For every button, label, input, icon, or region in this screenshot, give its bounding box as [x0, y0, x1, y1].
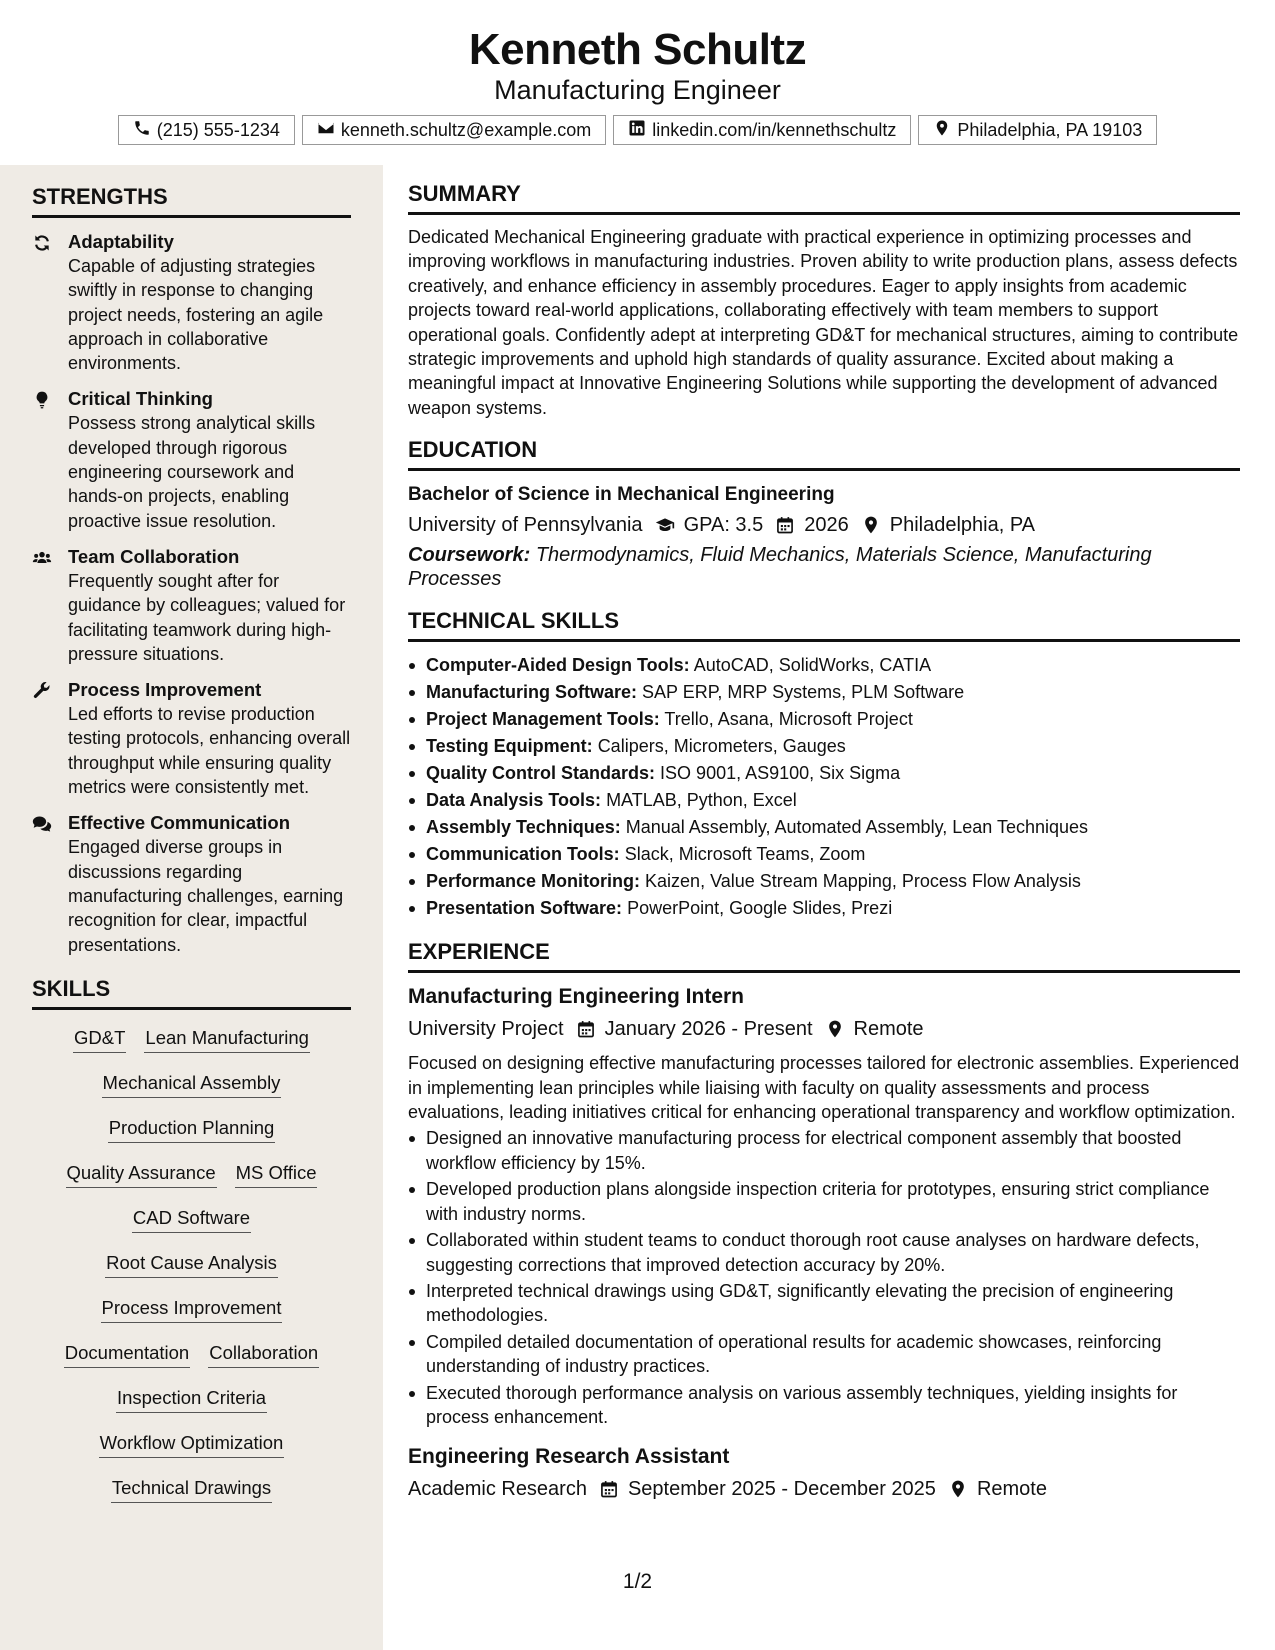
- job-dates: January 2026 - Present: [604, 1018, 813, 1041]
- map-pin-icon: [948, 1479, 968, 1499]
- sidebar: [0, 165, 383, 1650]
- strength-item: [32, 387, 351, 532]
- graduation-cap-icon: [655, 515, 675, 535]
- map-pin-icon: [933, 119, 951, 142]
- strength-item: [32, 678, 351, 799]
- job-entry: [408, 983, 1240, 1429]
- job-meta: [408, 1015, 1240, 1043]
- skill-tag: Inspection Criteria: [116, 1382, 267, 1413]
- contact-email-text: kenneth.schultz@example.com: [340, 119, 592, 140]
- strength-desc: Led efforts to revise production testing protocols, enhancing overall throughput while ensuring quality metrics were consistently met.: [68, 704, 351, 798]
- skill-row: [32, 1112, 351, 1157]
- skill-tag: Quality Assurance: [66, 1157, 217, 1188]
- contact-phone[interactable]: [118, 115, 295, 145]
- skills-heading: SKILLS: [32, 975, 351, 1010]
- graduation-year: 2026: [804, 514, 849, 537]
- skill-tag: MS Office: [235, 1157, 318, 1188]
- phone-icon: [133, 119, 151, 142]
- calendar-icon: [576, 1019, 596, 1039]
- skill-tag: Workflow Optimization: [99, 1427, 285, 1458]
- contact-phone-text: (215) 555-1234: [156, 119, 280, 140]
- job-org: University Project: [408, 1018, 564, 1041]
- skill-row: [32, 1427, 351, 1472]
- strength-item: [32, 230, 351, 375]
- skill-row: [32, 1067, 351, 1112]
- comments-icon: [32, 811, 54, 956]
- strength-desc: Frequently sought after for guidance by colleagues; valued for facilitating teamwork during high-pressure situations.: [68, 570, 346, 664]
- skill-row: [32, 1292, 351, 1337]
- list-item: Performance Monitoring: Kaizen, Value Stream Mapping, Process Flow Analysis: [408, 868, 1240, 895]
- job-meta: [408, 1475, 1240, 1503]
- job-location: Remote: [853, 1018, 924, 1041]
- technical-skills-section: [408, 607, 1240, 922]
- list-item: Quality Control Standards: ISO 9001, AS9100, Six Sigma: [408, 760, 1240, 787]
- envelope-icon: [317, 119, 335, 142]
- job-entry: [408, 1443, 1240, 1503]
- skills-list: [32, 1022, 351, 1517]
- list-item: Computer-Aided Design Tools: AutoCAD, SolidWorks, CATIA: [408, 652, 1240, 679]
- contact-email[interactable]: [302, 115, 606, 145]
- list-item: Presentation Software: PowerPoint, Google Slides, Prezi: [408, 895, 1240, 922]
- experience-section: [408, 938, 1240, 1503]
- skill-tag: Process Improvement: [101, 1292, 283, 1323]
- linkedin-icon: [628, 119, 646, 142]
- list-item: Testing Equipment: Calipers, Micrometers, Gauges: [408, 733, 1240, 760]
- coursework-label: Coursework:: [408, 544, 531, 567]
- strength-title: Adaptability: [68, 231, 174, 252]
- technical-skills-list: [408, 652, 1240, 922]
- strength-title: Critical Thinking: [68, 388, 213, 410]
- job-dates: September 2025 - December 2025: [627, 1478, 936, 1501]
- skill-tag: Root Cause Analysis: [105, 1247, 278, 1278]
- technical-skills-heading: TECHNICAL SKILLS: [408, 607, 1240, 642]
- skill-tag: Lean Manufacturing: [144, 1022, 310, 1053]
- list-item: Project Management Tools: Trello, Asana, Microsoft Project: [408, 706, 1240, 733]
- experience-heading: EXPERIENCE: [408, 938, 1240, 973]
- job-description: Focused on designing effective manufacturing processes tailored for electronic assemblies. Experienced in implementing lean principles while liaising with faculty on quality assessments and process evaluations, leading initiatives critical for enhancing operational transparency and workflow optimization.: [408, 1053, 1240, 1123]
- summary-heading: SUMMARY: [408, 180, 1240, 215]
- skill-row: [32, 1157, 351, 1202]
- contact-linkedin-text: linkedin.com/in/kennethschultz: [652, 119, 897, 140]
- list-item: Interpreted technical drawings using GD&T, significantly elevating the precision of engineering methodologies.: [408, 1279, 1240, 1328]
- list-item: Collaborated within student teams to conduct thorough root cause analyses on hardware defects, suggesting corrections that improved detection accuracy by 20%.: [408, 1228, 1240, 1277]
- skill-tag: CAD Software: [132, 1202, 251, 1233]
- summary-text: Dedicated Mechanical Engineering graduate with practical experience in optimizing processes and improving workflows in manufacturing industries. Proven ability to write production plans, assess defects creatively, and enhance efficiency in assembly procedures. Eager to apply insights from academic projects toward real-world applications, collaborating effectively with team members to support operational goals. Confidently adept at interpreting GD&T for mechanical structures, aiming to contribute strategic improvements and uphold high standards of quality assurance. Excited about making a meaningful impact at Innovative Engineering Solutions while supporting the development of advanced weapon systems.: [408, 227, 1239, 418]
- strength-title: Team Collaboration: [68, 545, 240, 567]
- skill-tag: GD&T: [73, 1022, 126, 1053]
- skill-tag: Documentation: [64, 1337, 190, 1368]
- coursework-list: Thermodynamics, Fluid Mechanics, Materials Science, Manufacturing Processes: [408, 544, 1152, 591]
- skill-tag: Production Planning: [108, 1112, 276, 1143]
- job-title: Engineering Research Assistant: [408, 1445, 730, 1469]
- list-item: Compiled detailed documentation of operational results for academic showcases, reinforcing understanding of industry practices.: [408, 1330, 1240, 1379]
- contact-bar: [0, 115, 1275, 145]
- contact-linkedin[interactable]: [613, 115, 911, 145]
- job-org: Academic Research: [408, 1478, 587, 1501]
- list-item: Developed production plans alongside inspection criteria for prototypes, ensuring strict compliance with industry norms.: [408, 1177, 1240, 1226]
- gpa: GPA: 3.5: [683, 514, 764, 537]
- map-pin-icon: [861, 515, 881, 535]
- page-number: 1/2: [622, 1570, 653, 1593]
- skill-row: [32, 1247, 351, 1292]
- calendar-icon: [775, 515, 795, 535]
- list-item: Manufacturing Software: SAP ERP, MRP Systems, PLM Software: [408, 679, 1240, 706]
- users-icon: [32, 545, 54, 666]
- skill-row: [32, 1202, 351, 1247]
- list-item: Assembly Techniques: Manual Assembly, Automated Assembly, Lean Techniques: [408, 814, 1240, 841]
- education-section: [408, 436, 1240, 591]
- strength-title: Process Improvement: [68, 679, 262, 701]
- contact-location[interactable]: [918, 115, 1157, 145]
- strength-item: [32, 811, 351, 956]
- job-title-headline: Manufacturing Engineer: [494, 75, 781, 105]
- skill-tag: Collaboration: [208, 1337, 319, 1368]
- school-name: University of Pennsylvania: [408, 514, 643, 537]
- strengths-list: [32, 230, 351, 957]
- job-title: Manufacturing Engineering Intern: [408, 985, 745, 1009]
- calendar-icon: [599, 1479, 619, 1499]
- contact-location-text: Philadelphia, PA 19103: [957, 119, 1143, 140]
- skill-tag: Mechanical Assembly: [102, 1067, 282, 1098]
- list-item: Communication Tools: Slack, Microsoft Teams, Zoom: [408, 841, 1240, 868]
- skill-row: [32, 1472, 351, 1517]
- skill-row: [32, 1337, 351, 1382]
- strength-desc: Capable of adjusting strategies swiftly in response to changing project needs, fostering an agile approach in collaborative environments.: [68, 256, 324, 374]
- map-pin-icon: [825, 1019, 845, 1039]
- education-heading: EDUCATION: [408, 436, 1240, 471]
- list-item: Designed an innovative manufacturing process for electrical component assembly that boosted workflow efficiency by 15%.: [408, 1126, 1240, 1175]
- lightbulb-icon: [32, 387, 54, 532]
- candidate-name: Kenneth Schultz: [468, 25, 807, 74]
- list-item: Data Analysis Tools: MATLAB, Python, Excel: [408, 787, 1240, 814]
- job-bullets: [408, 1126, 1240, 1429]
- strength-desc: Possess strong analytical skills developed through rigorous engineering coursework and hands-on projects, enabling proactive issue resolution.: [68, 413, 316, 531]
- resume-header: [0, 0, 1275, 145]
- skill-row: [32, 1382, 351, 1427]
- job-location: Remote: [976, 1478, 1047, 1501]
- degree-title: Bachelor of Science in Mechanical Engineering: [408, 484, 835, 506]
- skill-row: [32, 1022, 351, 1067]
- wrench-icon: [32, 678, 54, 799]
- education-meta: [408, 511, 1240, 539]
- main-content: [408, 180, 1240, 1503]
- strength-item: [32, 545, 351, 666]
- coursework: [408, 543, 1240, 591]
- sync-icon: [32, 230, 54, 375]
- skill-tag: Technical Drawings: [111, 1472, 272, 1503]
- school-location: Philadelphia, PA: [889, 514, 1036, 537]
- strength-desc: Engaged diverse groups in discussions regarding manufacturing challenges, earning recognition for clear, impactful presentations.: [68, 837, 344, 955]
- strength-title: Effective Communication: [68, 812, 291, 834]
- strengths-heading: STRENGTHS: [32, 183, 351, 218]
- list-item: Executed thorough performance analysis on various assembly techniques, yielding insights for process enhancement.: [408, 1381, 1240, 1430]
